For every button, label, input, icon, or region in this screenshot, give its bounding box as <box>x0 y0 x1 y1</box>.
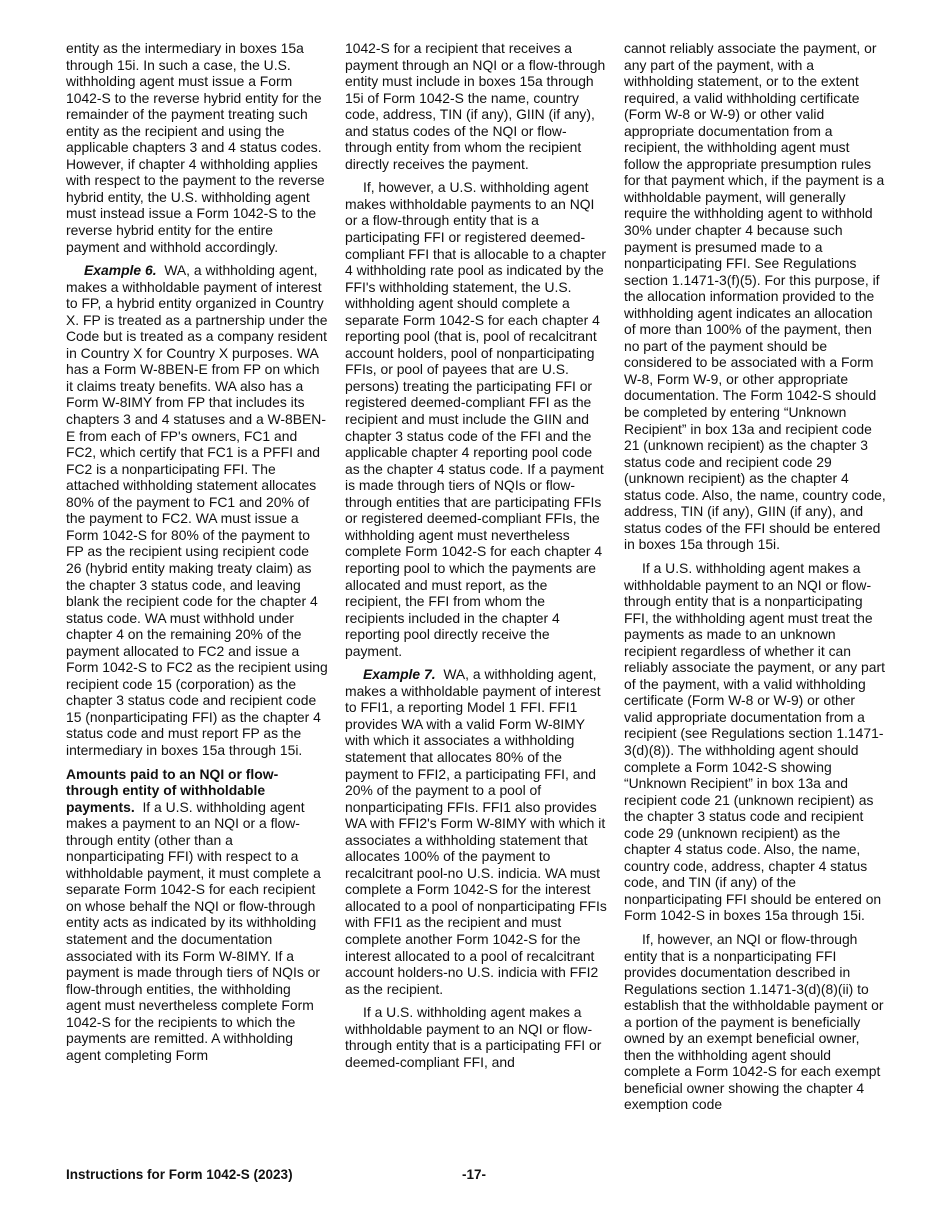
example-6-text: WA, a withholding agent, makes a withholdable payment of interest to FP, a hybrid entity organized in Country X. FP is treated as a partnership under the Code but is treated as a company resident in Country X for Country X purposes. WA has a Form W-8BEN-E from FP on which it claims treaty benefits. WA also has a Form W-8IMY from FP that includes its chapters 3 and 4 statuses and a W-8BEN-E from each of FP's owners, FC1 and FC2, which certify that FC1 is a PFFI and FC2 is a nonparticipating FFI. The attached withholding statement allocates 80% of the payment to FC1 and 20% of the payment to FC2. WA must issue a Form 1042-S for 80% of the payment to FP as the recipient using recipient code 26 (hybrid entity making treaty claim) as the chapter 3 status code, and leaving blank the recipient code for the chapter 4 status code. WA must withhold under chapter 4 on the remaining 20% of the payment allocated to FC2 and issue a Form 1042-S to FC2 as the recipient using recipient code 15 (corporation) as the chapter 3 status code and recipient code 15 (nonparticipating FFI) as the chapter 4 status code and must report FP as the intermediary in boxes 15a through 15i. <box>66 262 328 758</box>
paragraph: entity as the intermediary in boxes 15a through 15i. In such a case, the U.S. withholding agent must issue a Form 1042-S to the reverse hybrid entity for the remainder of the payment treating such entity as the recipient and using the applicable chapters 3 and 4 status codes. However, if chapter 4 withholding applies with respect to the payment to the reverse hybrid entity, the U.S. withholding agent must instead issue a Form 1042-S to the reverse hybrid entity for the entire payment and withhold accordingly. <box>66 40 325 255</box>
paragraph: If a U.S. withholding agent makes a withholdable payment to an NQI or flow-through entity that is a nonparticipating FFI, the withholding agent must treat the payments as made to an unknown recipient regardless of whether it can reliably associate the payment, or any part of the payment, with a valid withholding certificate (Form W-8 or W-9) or other valid appropriate documentation from a recipient (see Regulations section 1.1471-3(d)(8)). The withholding agent should complete a Form 1042-S showing “Unknown Recipient” in box 13a and recipient code 21 (unknown recipient) as the chapter 3 status code and recipient code 29 (unknown recipient) as the chapter 4 status code. Also, the name, country code, address, chapter 4 status code, and TIN (if any) of the nonparticipating FFI should be entered on Form 1042-S in boxes 15a through 15i. <box>624 559 885 924</box>
paragraph: If, however, an NQI or flow-through entity that is a nonparticipating FFI provides documentation described in Regulations section 1.1471-3(d)(8)(ii) to establish that the withholdable payment or a portion of the payment is beneficially owned by an exempt beneficial owner, then the withholding agent should complete a Form 1042-S for each exempt beneficial owner showing the chapter 4 exemption code <box>624 930 884 1113</box>
paragraph: If a U.S. withholding agent makes a withholdable payment to an NQI or flow-through entity that is a participating FFI or deemed-compliant FFI, and <box>345 1004 602 1070</box>
section-text: If a U.S. withholding agent makes a payment to an NQI or a flow-through entity (other than a nonparticipating FFI) with respect to a withholdable payment, it must complete a separate Form 1042-S for each recipient on whose behalf the NQI or flow-through entity acts as indicated by its withholding statement and the documentation associated with its Form W-8IMY. If a payment is made through tiers of NQIs or flow-through entities, the withholding agent must nevertheless complete Form 1042-S for the recipients to which the payments are remitted. A withholding agent completing Form <box>66 798 321 1063</box>
paragraph: 1042-S for a recipient that receives a payment through an NQI or a flow-through entity must include in boxes 15a through 15i of Form 1042-S the name, country code, address, TIN (if any), GIIN (if any), and status codes of the NQI or flow-through entity from whom the recipient directly receives the payment. <box>345 40 606 172</box>
example-7-text: WA, a withholding agent, makes a withholdable payment of interest to FFI1, a reporting Model 1 FFI. FFI1 provides WA with a valid Form W-8IMY with which it associates a withholding statement that allocates 80% of the payment to FFI2, a participating FFI, and 20% of the payment to a pool of nonparticipating FFIs. FFI1 also provides WA with FFI2's Form W-8IMY with which it associates a withholding statement that allocates 100% of the payment to recalcitrant pool-no U.S. indicia. WA must complete a Form 1042-S for the interest allocated to a pool of nonparticipating FFIs with FFI1 as the recipient and must complete another Form 1042-S for the interest allocated to a pool of recalcitrant account holders-no U.S. indicia with FFI2 as the recipient. <box>345 666 607 997</box>
paragraph: If, however, a U.S. withholding agent makes withholdable payments to an NQI or a flow-through entity that is a participating FFI or registered deemed-compliant FFI that is allocable to a chapter 4 withholding rate pool as indicated by the FFI's withholding statement, the U.S. withholding agent should complete a separate Form 1042-S for each chapter 4 reporting pool (that is, pool of recalcitrant account holders, pool of nonparticipating FFIs, or pool of payees that are U.S. persons) treating the participating FFI or registered deemed-compliant FFI as the recipient and must include the GIIN and chapter 3 status code of the FFI and the applicable chapter 4 reporting pool code as the chapter 4 status code. If a payment is made through tiers of NQIs or flow-through entities that are participating FFIs or registered deemed-compliant FFIs, the withholding agent must nevertheless complete Form 1042-S for each chapter 4 reporting pool to which the payments are allocated and must report, as the recipient, the FFI from whom the recipients included in the chapter 4 reporting pool directly receive the payment. <box>345 179 606 659</box>
nqi-section-paragraph <box>66 766 328 1064</box>
paragraph: cannot reliably associate the payment, or any part of the payment, with a withholding statement, or to the extent required, a valid withholding certificate (Form W-8 or W-9) or other valid appropriate documentation from a recipient, the withholding agent must follow the appropriate presumption rules for that payment which, if the payment is a withholdable payment, will generally require the withholding agent to withhold 30% under chapter 4 because such payment is presumed made to a nonparticipating FFI. See Regulations section 1.1471-3(f)(5). For this purpose, if the allocation information provided to the withholding agent indicates an allocation of more than 100% of the payment, then no part of the payment should be considered to be associated with a Form W-8, Form W-9, or other appropriate documentation. The Form 1042-S should be completed by entering “Unknown Recipient” in box 13a and recipient code 21 (unknown recipient) as the chapter 3 status code and recipient code 29 (unknown recipient) as the chapter 4 status code. Also, the name, country code, address, TIN (if any), GIIN (if any), and status codes of the FFI should be entered in boxes 15a through 15i. <box>624 40 886 553</box>
example-6-label: Example 6. <box>84 262 157 279</box>
example-6-paragraph <box>66 262 328 758</box>
example-7-label: Example 7. <box>363 666 436 683</box>
column-1 <box>66 40 328 1070</box>
column-3 <box>624 40 886 1120</box>
page-number: -17- <box>462 1167 487 1182</box>
example-7-paragraph <box>345 666 607 997</box>
footer-title: Instructions for Form 1042-S (2023) <box>66 1167 293 1182</box>
column-2 <box>345 40 607 1077</box>
section-heading: Amounts paid to an NQI or flow-through entity of withholdable payments. <box>66 765 279 815</box>
